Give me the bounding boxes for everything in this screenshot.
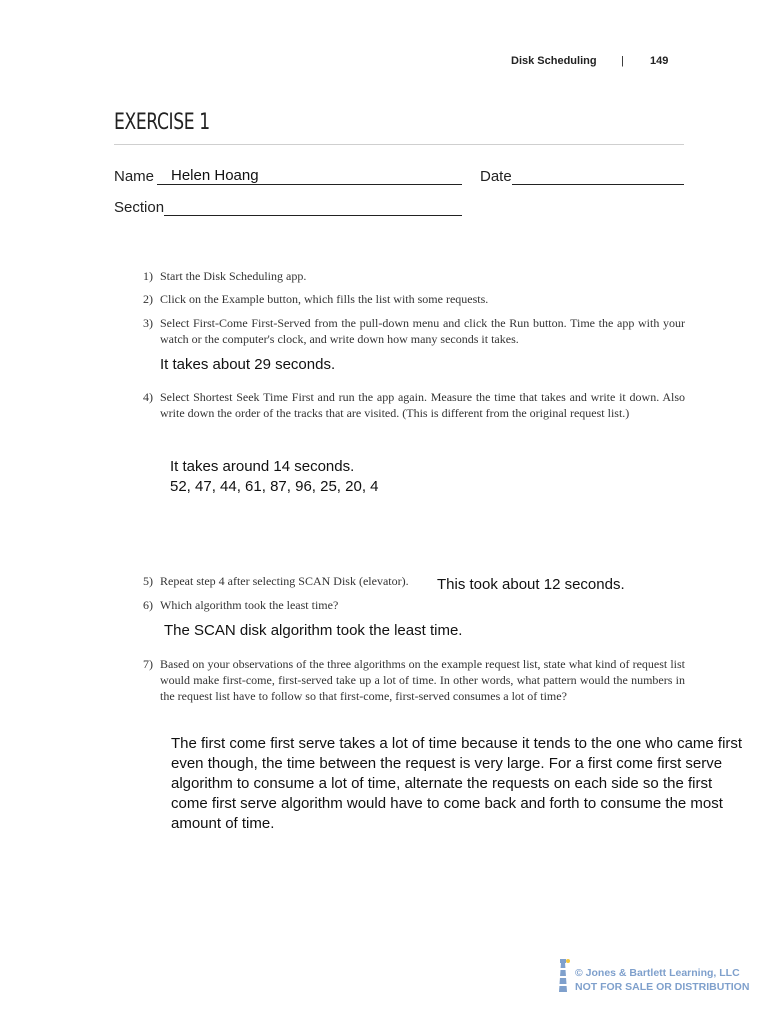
answer-7: The first come first serve takes a lot of time because it tends to the one who came first even though, the time between the request is very large. For a first come first serve algorithm to consume a lot of time, alternate the requests on each side so the first come first serve algorithm would have to come back and forth to consume the most amount of time. xyxy=(171,735,743,832)
step-number: 7) xyxy=(143,657,153,671)
step-6 xyxy=(143,597,688,613)
step-4 xyxy=(143,389,688,437)
step-text: Which algorithm took the least time? xyxy=(160,598,339,612)
name-field-line xyxy=(157,184,462,185)
answer-4-time: It takes around 14 seconds. xyxy=(170,458,355,475)
name-value: Helen Hoang xyxy=(171,167,259,184)
exercise-title: EXERCISE 1 xyxy=(114,110,210,135)
step-1 xyxy=(143,268,688,284)
date-label: Date xyxy=(480,168,512,185)
step-text: Select Shortest Seek Time First and run the app again. Measure the time that takes and write it down. Also write down the order of the tracks that are visited. (This is different from the original request list.) xyxy=(160,390,685,420)
lighthouse-icon xyxy=(556,958,570,994)
section-label: Section xyxy=(114,199,165,216)
distribution-notice: NOT FOR SALE OR DISTRIBUTION xyxy=(575,981,750,993)
step-number: 4) xyxy=(143,390,153,404)
step-2 xyxy=(143,291,688,307)
step-number: 2) xyxy=(143,292,153,306)
step-3 xyxy=(143,315,688,347)
date-field-line xyxy=(512,184,684,185)
step-5 xyxy=(143,573,433,589)
page-number: 149 xyxy=(650,55,669,67)
title-rule xyxy=(114,144,684,145)
answer-5: This took about 12 seconds. xyxy=(437,576,625,593)
copyright-notice: © Jones & Bartlett Learning, LLC xyxy=(575,967,740,979)
header-separator: | xyxy=(621,55,624,67)
step-number: 5) xyxy=(143,574,153,588)
step-text: Repeat step 4 after selecting SCAN Disk (elevator). xyxy=(160,574,409,588)
step-7 xyxy=(143,656,688,720)
step-text: Based on your observations of the three algorithms on the example request list, state what kind of request list would make first-come, first-served take up a lot of time. In other words, what pattern would the numbers in the request list have to follow so that first-come, first-served consumes a lot of time? xyxy=(160,657,685,703)
section-field-line xyxy=(164,215,462,216)
step-text: Select First-Come First-Served from the pull-down menu and click the Run button. Time the app with your watch or the computer's clock, and write down how many seconds it takes. xyxy=(160,316,685,346)
step-text: Start the Disk Scheduling app. xyxy=(160,269,307,283)
step-number: 3) xyxy=(143,316,153,330)
answer-3: It takes about 29 seconds. xyxy=(160,356,336,373)
step-number: 1) xyxy=(143,269,153,283)
answer-4-tracks: 52, 47, 44, 61, 87, 96, 25, 20, 4 xyxy=(170,478,379,495)
running-header-title: Disk Scheduling xyxy=(511,55,597,67)
step-number: 6) xyxy=(143,598,153,612)
name-label: Name xyxy=(114,168,155,185)
answer-6: The SCAN disk algorithm took the least time. xyxy=(164,622,463,639)
step-text: Click on the Example button, which fills the list with some requests. xyxy=(160,292,489,306)
